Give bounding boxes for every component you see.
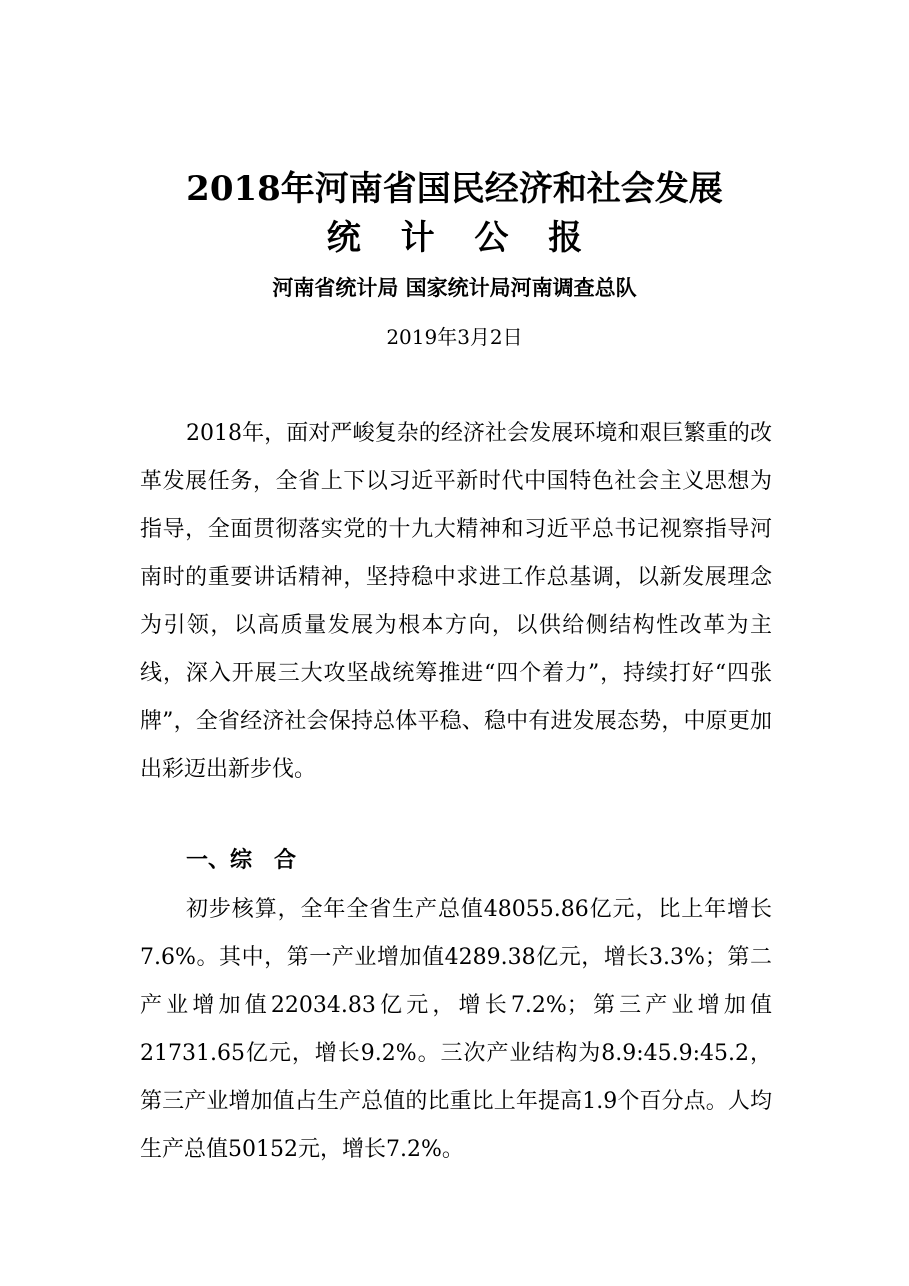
intro-paragraph: 2018年，面对严峻复杂的经济社会发展环境和艰巨繁重的改革发展任务，全省上下以习近平新时代中国特色社会主义思想为指导，全面贯彻落实党的十九大精神和习近平总书记视察指导河南时的重要讲话精神，坚持稳中求进工作总基调，以新发展理念为引领，以高质量发展为根本方向，以供给侧结构性改革为主线，深入开展三大攻坚战统筹推进“四个着力”，持续打好“四张牌”，全省经济社会保持总体平稳、稳中有进发展态势，中原更加出彩迈出新步伐。 <box>140 421 772 782</box>
document-date: 2019年3月2日 <box>386 325 523 349</box>
section-heading: 一、综 合 <box>186 847 297 873</box>
summary-paragraph: 初步核算，全年全省生产总值48055.86亿元，比上年增长7.6%。其中，第一产业增加值4289.38亿元，增长3.3%；第二产业增加值22034.83亿元，增长7.2%；第三产业增加值21731.65亿元，增长9.2%。三次产业结构为8.9:45.9:45.2，第三产业增加值占生产总值的比重比上年提高1.9个百分点。人均生产总值50152元，增长7.2%。 <box>140 897 772 1162</box>
document-title-line-1: 2018年河南省国民经济和社会发展 <box>186 169 723 209</box>
document-authors: 河南省统计局 国家统计局河南调查总队 <box>272 275 637 300</box>
document-title-line-2: 统 计 公 报 <box>326 218 597 258</box>
